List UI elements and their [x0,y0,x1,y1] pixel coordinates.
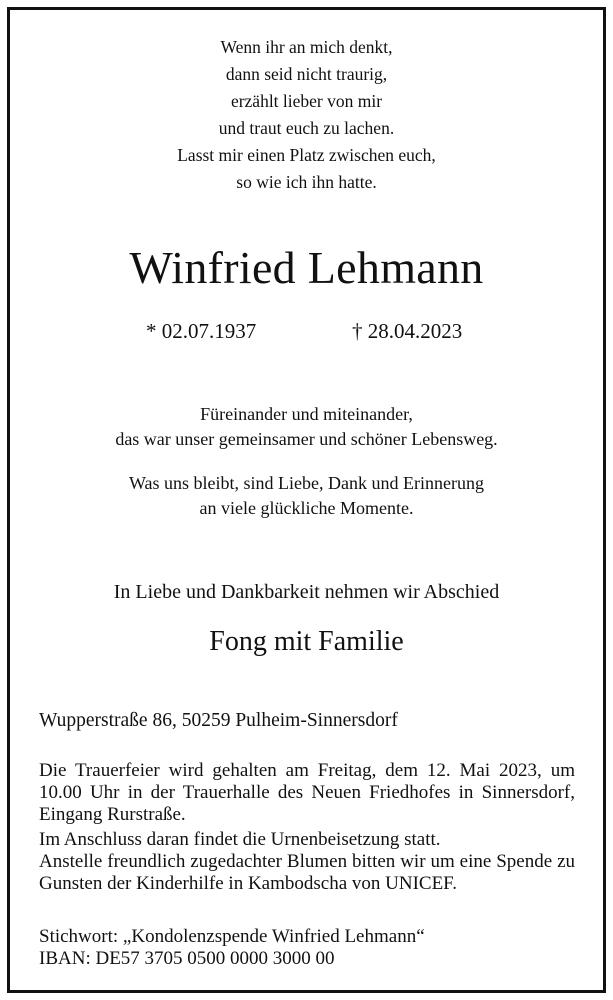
memorial-poem [10,34,603,196]
verse-line: Füreinander und miteinander, [200,404,413,424]
poem-line: erzählt lieber von mir [230,91,383,111]
birth-date: * 02.07.1937 [146,319,257,343]
mourners-name: Fong mit Familie [209,626,404,657]
donation-keyword: Stichwort: „Kondolenzspende Winfried Lehmann“ [39,926,425,947]
burial-and-donation [39,829,575,895]
verse-line: Was uns bleibt, sind Liebe, Dank und Erinnerung [129,473,484,493]
poem-line: Lasst mir einen Platz zwischen euch, [177,145,436,165]
farewell-line: In Liebe und Dankbarkeit nehmen wir Abschied [113,581,500,603]
donation-account [39,926,575,970]
ceremony-details [39,760,575,826]
verse-together [10,402,603,452]
poem-line: Wenn ihr an mich denkt, [220,37,393,57]
funeral-info: Die Trauerfeier wird gehalten am Freitag, dem 12. Mai 2023, um 10.00 Uhr in der Trauerhalle des Neuen Friedhofes in Sinnersdorf, Eingang Rurstraße. [39,760,575,825]
death-date: † 28.04.2023 [352,319,463,343]
urn-burial-info: Im Anschluss daran findet die Urnenbeisetzung statt. [39,829,441,850]
poem-line: und traut euch zu lachen. [218,118,395,138]
donation-iban: IBAN: DE57 3705 0500 0000 3000 00 [39,948,335,969]
donation-request: Anstelle freundlich zugedachter Blumen bitten wir um eine Spende zu Gunsten der Kinderhilfe in Kambodscha von UNICEF. [39,851,575,894]
deceased-name: Winfried Lehmann [129,242,484,293]
verse-line: das war unser gemeinsamer und schöner Lebensweg. [115,429,498,449]
verse-remembrance [10,471,603,521]
family-address: Wupperstraße 86, 50259 Pulheim-Sinnersdorf [39,710,398,731]
poem-line: so wie ich ihn hatte. [236,172,377,192]
verse-line: an viele glückliche Momente. [199,498,414,518]
poem-line: dann seid nicht traurig, [225,64,388,84]
